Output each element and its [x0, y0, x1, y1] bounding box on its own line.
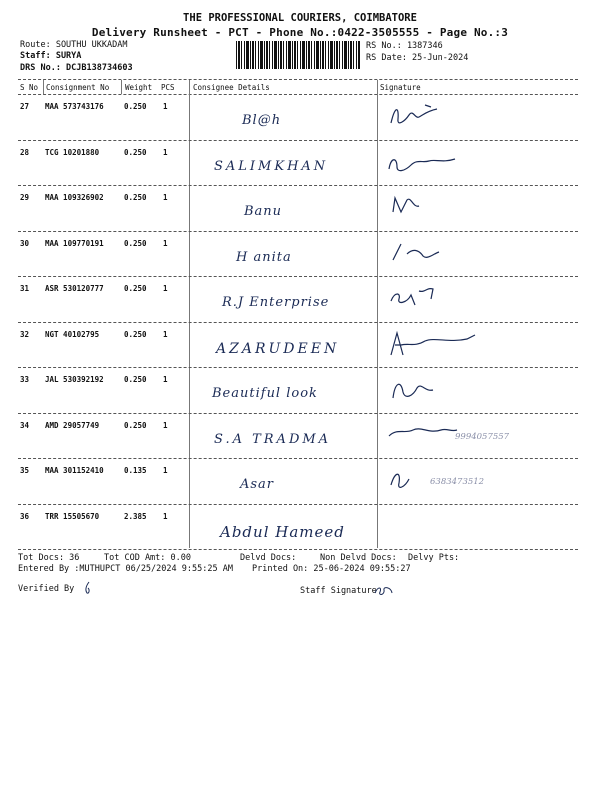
tot-docs: Tot Docs: 36: [18, 553, 80, 563]
tot-cod-amount: Tot COD Amt: 0.00: [104, 553, 191, 563]
row-divider: [18, 276, 578, 277]
col-pcs-header: PCS: [161, 83, 175, 92]
col-sno-header: S No: [20, 83, 39, 92]
recipient-signature: [385, 192, 505, 226]
drs-number: DRS No.: DCJB138734603: [20, 63, 133, 73]
col-divider: [377, 80, 378, 548]
row-consignment-no: MAA 109770191: [45, 238, 104, 248]
handwritten-phone-number: 9994057557: [455, 431, 510, 442]
row-weight: 0.135: [124, 466, 147, 475]
row-divider: [18, 504, 578, 505]
row-consignment-no: AMD 29057749: [45, 420, 100, 430]
recipient-signature: [385, 238, 505, 272]
row-consignment-no: TCG 10201880: [45, 147, 100, 157]
consignee-handwriting: Abdul Hameed: [220, 522, 345, 541]
row-divider: [18, 413, 578, 414]
row-pcs: 1: [163, 238, 168, 248]
recipient-signature: [385, 101, 505, 135]
row-consignment-no: TRR 15505670: [45, 511, 100, 521]
row-divider: [18, 185, 578, 186]
header-top-rule: [18, 79, 578, 80]
row-weight: 0.250: [124, 420, 147, 430]
barcode: [236, 41, 360, 69]
delvd-docs: Delvd Docs:: [240, 553, 297, 563]
row-pcs: 1: [163, 420, 168, 430]
verified-by-label: Verified By: [18, 584, 75, 594]
col-divider: [43, 80, 44, 94]
row-sno: 31: [20, 284, 30, 293]
col-weight-header: Weight: [125, 83, 153, 92]
recipient-signature: [385, 329, 505, 363]
row-consignment-no: NGT 40102795: [45, 329, 100, 339]
row-pcs: 1: [163, 329, 168, 339]
verified-signature: [80, 580, 96, 596]
consignee-handwriting: Beautiful look: [212, 386, 318, 401]
row-divider: [18, 367, 578, 368]
row-sno: 33: [20, 375, 30, 384]
consignee-handwriting: R.J Enterprise: [222, 295, 330, 310]
row-weight: 0.250: [124, 238, 147, 248]
row-weight: 0.250: [124, 193, 147, 202]
row-pcs: 1: [163, 102, 168, 111]
row-pcs: 1: [163, 193, 168, 202]
row-sno: 35: [20, 466, 30, 475]
handwritten-phone-number: 6383473512: [430, 477, 485, 487]
recipient-signature: [385, 374, 505, 408]
row-weight: 0.250: [124, 147, 147, 157]
row-pcs: 1: [163, 511, 168, 521]
recipient-signature: [385, 283, 505, 317]
row-weight: 0.250: [124, 102, 147, 111]
row-pcs: 1: [163, 147, 168, 157]
row-pcs: 1: [163, 375, 168, 384]
row-divider: [18, 322, 578, 323]
staff-signature-label: Staff Signature: [300, 586, 377, 596]
row-consignment-no: JAL 530392192: [45, 375, 104, 384]
row-consignment-no: MAA 301152410: [45, 466, 104, 475]
company-title: THE PROFESSIONAL COURIERS, COIMBATORE: [183, 12, 417, 24]
consignee-handwriting: Asar: [240, 477, 275, 492]
row-weight: 0.250: [124, 329, 147, 339]
row-weight: 0.250: [124, 284, 147, 293]
row-weight: 2.385: [124, 511, 147, 521]
row-sno: 34: [20, 420, 30, 430]
row-divider: [18, 458, 578, 459]
delvy-pts: Delvy Pts:: [408, 553, 460, 563]
row-divider: [18, 549, 578, 550]
row-sno: 32: [20, 329, 30, 339]
route-label: Route: SOUTHU UKKADAM: [20, 40, 128, 50]
entered-by: Entered By :MUTHUPCT 06/25/2024 9:55:25 AM: [18, 564, 233, 574]
consignee-handwriting: Bl@h: [242, 113, 282, 128]
row-divider: [18, 231, 578, 232]
consignee-handwriting: Banu: [244, 204, 283, 219]
col-consignment-header: Consignment No: [46, 83, 110, 92]
row-sno: 29: [20, 193, 30, 202]
row-pcs: 1: [163, 284, 168, 293]
col-divider: [121, 80, 122, 94]
row-sno: 36: [20, 511, 30, 521]
row-sno: 28: [20, 147, 30, 157]
header-bottom-rule: [18, 94, 578, 95]
col-divider: [189, 80, 190, 548]
recipient-signature: [385, 147, 505, 181]
staff-signature-mark: [373, 584, 395, 598]
rs-date: RS Date: 25-Jun-2024: [366, 53, 469, 63]
consignee-handwriting: AZARUDEEN: [216, 340, 340, 357]
row-consignment-no: ASR 530120777: [45, 284, 104, 293]
consignee-handwriting: S.A TRADMA: [214, 431, 332, 447]
non-delvd-docs: Non Delvd Docs:: [320, 553, 397, 563]
col-signature-header: Signature: [380, 83, 421, 92]
row-consignment-no: MAA 573743176: [45, 102, 104, 111]
row-sno: 27: [20, 102, 30, 111]
staff-label: Staff: SURYA: [20, 51, 82, 61]
printed-on: Printed On: 25-06-2024 09:55:27: [252, 564, 411, 574]
row-divider: [18, 140, 578, 141]
consignee-handwriting: SALIMKHAN: [214, 158, 329, 174]
row-consignment-no: MAA 109326902: [45, 193, 104, 202]
row-sno: 30: [20, 238, 30, 248]
rs-number: RS No.: 1387346: [366, 41, 443, 51]
col-consignee-header: Consignee Details: [193, 83, 270, 92]
row-weight: 0.250: [124, 375, 147, 384]
row-pcs: 1: [163, 466, 168, 475]
runsheet-subtitle: Delivery Runsheet - PCT - Phone No.:0422-3505555 - Page No.:3: [91, 26, 509, 39]
consignee-handwriting: H anita: [236, 249, 292, 265]
